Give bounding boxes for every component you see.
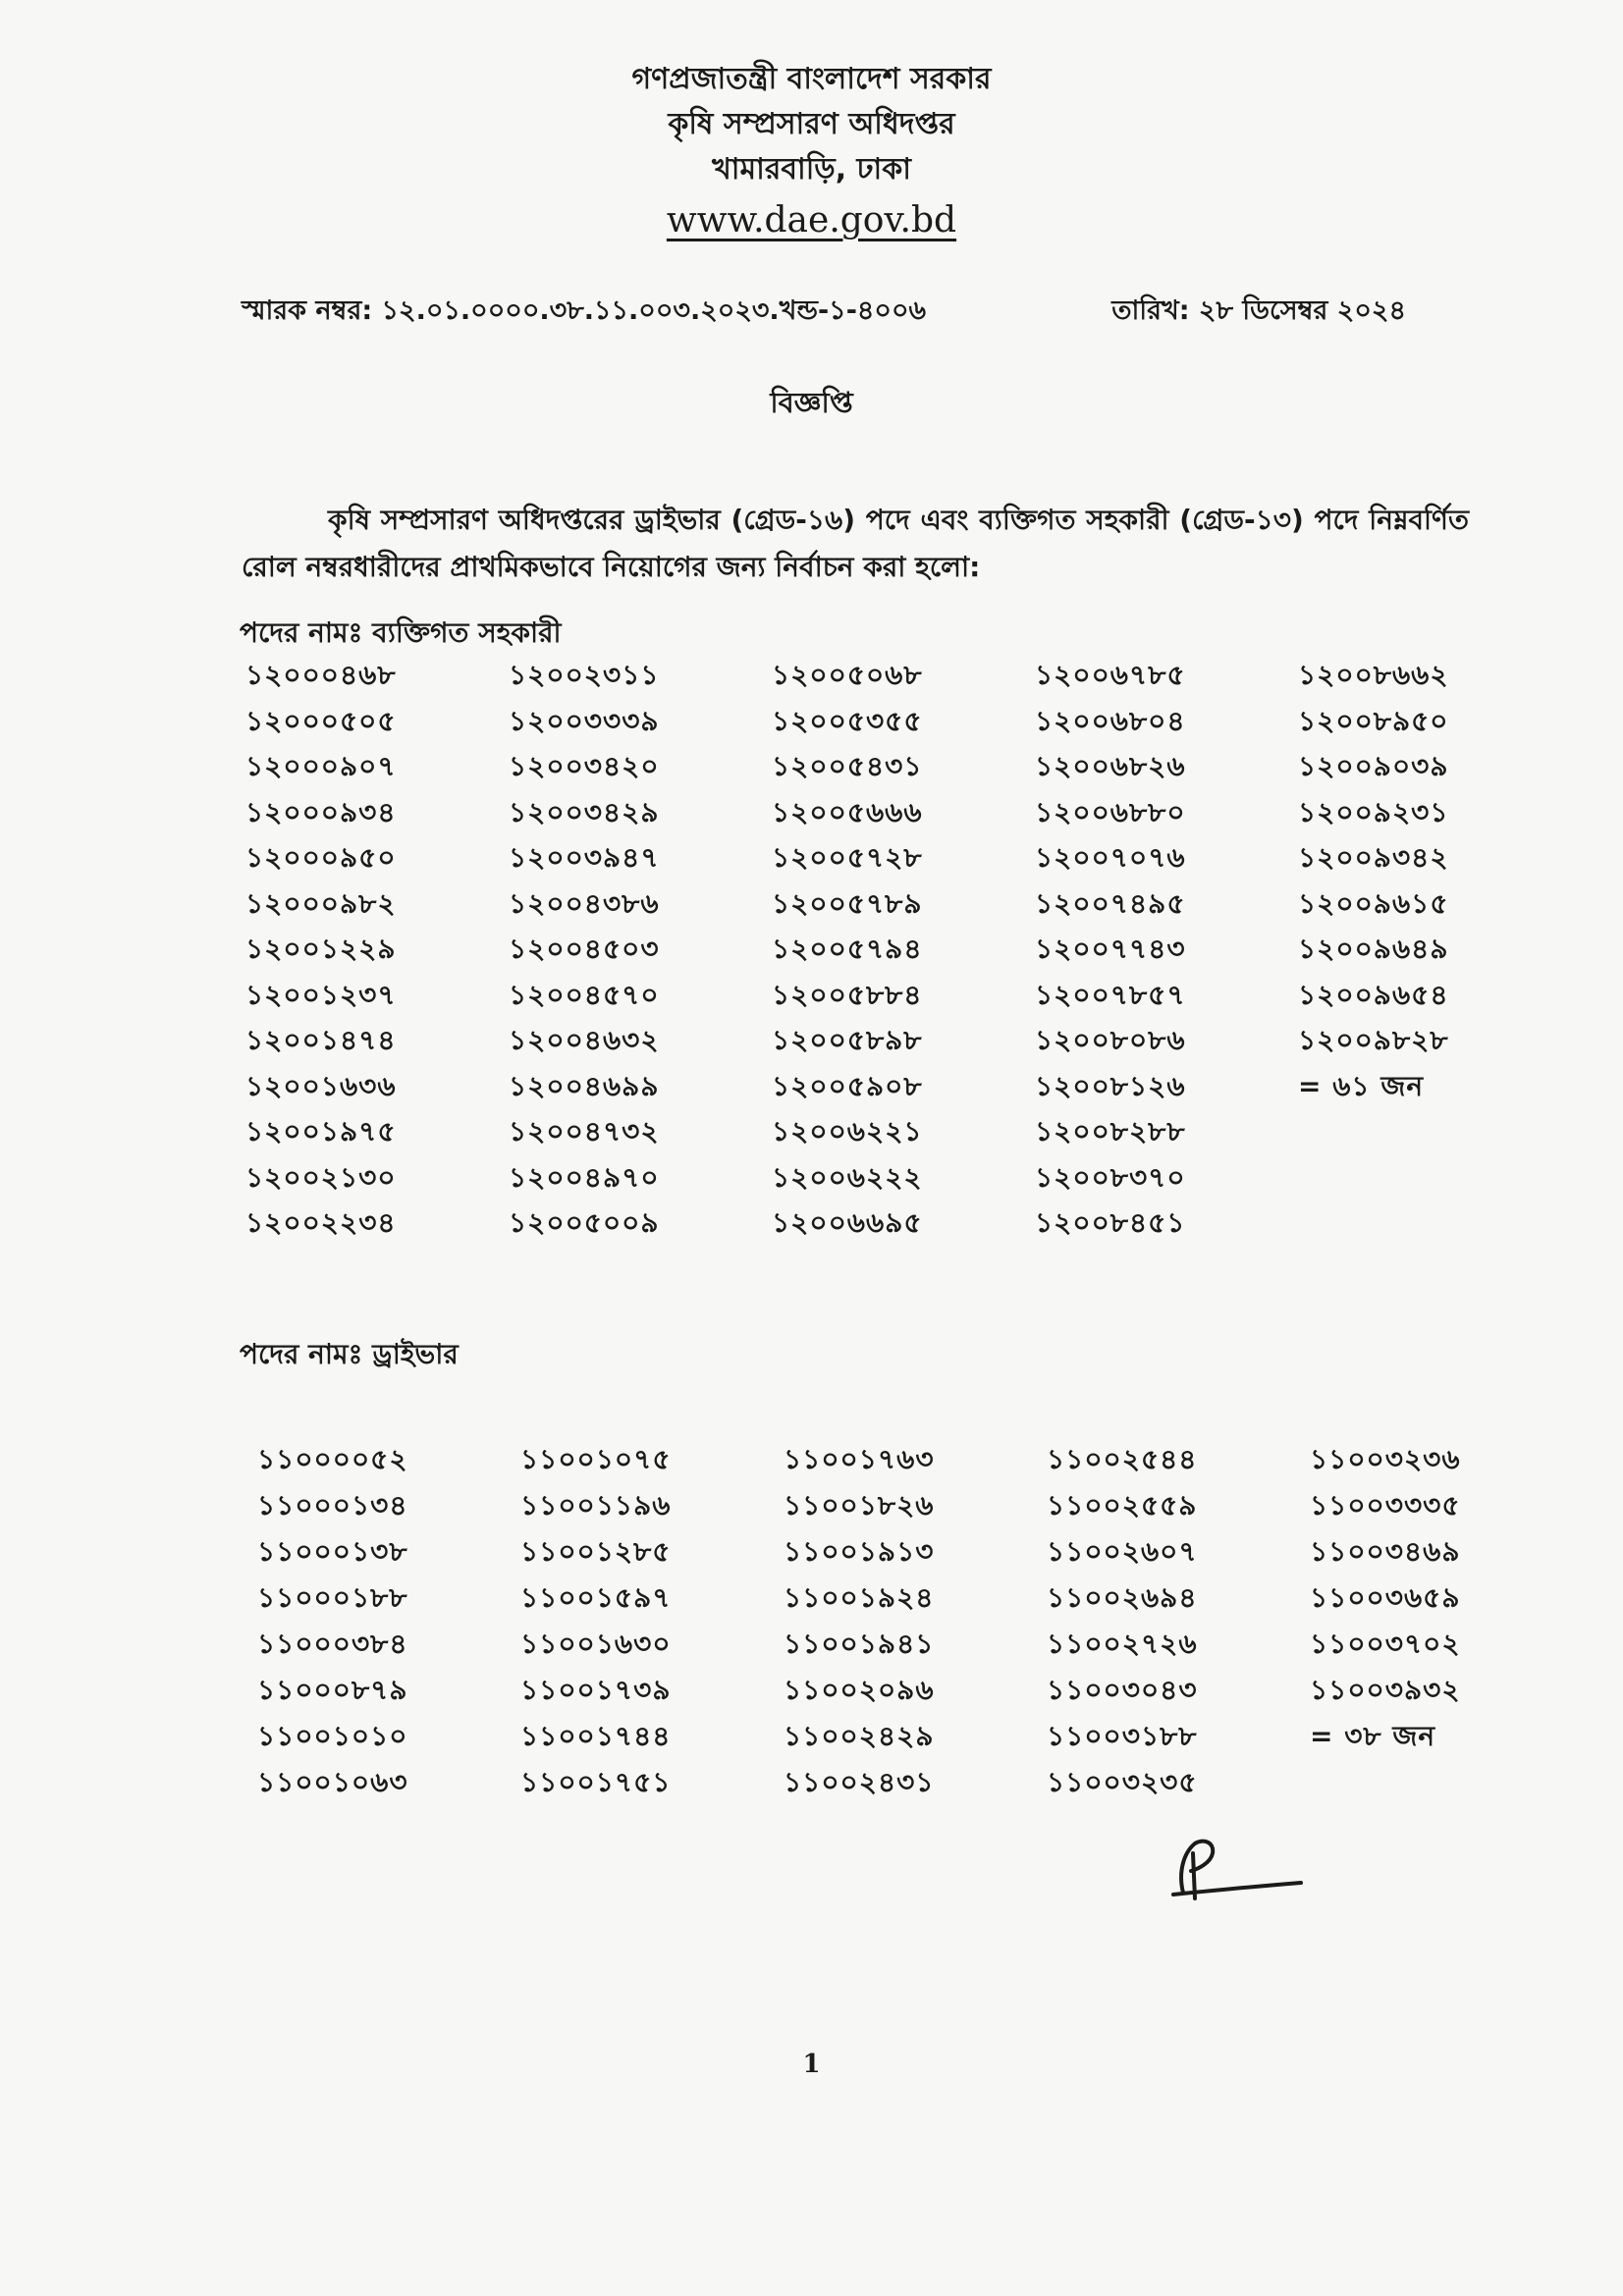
roll-number: ১২০০৪৫৭০ [509, 978, 660, 1011]
roll-number: ১১০০১৮২৬ [784, 1489, 935, 1522]
roll-number: ১১০০১৭৬৩ [784, 1443, 935, 1475]
memo-date: তারিখ: ২৮ ডিসেম্বর ২০২৪ [1111, 295, 1406, 326]
roll-number: ১২০০৩৪২০ [509, 750, 660, 782]
roll-number: ১২০০৬৭৮৫ [1035, 659, 1186, 691]
roll-number: ১১০০০৩৮৪ [257, 1628, 408, 1660]
roll-number: ১২০০০৫০৫ [245, 704, 397, 737]
roll-number: ১১০০৩২৩৫ [1047, 1766, 1198, 1798]
roll-number: ১১০০০৮৭৯ [257, 1674, 408, 1706]
roll-column [245, 653, 509, 1247]
roll-number: ১১০০৩৭০২ [1310, 1628, 1461, 1660]
roll-number: ১১০০১৯৪১ [784, 1628, 935, 1660]
roll-number: ১১০০৩৩৩৫ [1310, 1489, 1461, 1522]
total-count: = ৩৮ জন [1310, 1720, 1436, 1752]
roll-column [509, 653, 772, 1247]
roll-number: ১২০০৫৪৩১ [772, 750, 923, 782]
roll-number: ১১০০১৬৩০ [520, 1628, 672, 1660]
roll-number: ১১০০২৬০৭ [1047, 1535, 1198, 1568]
roll-number: ১১০০২৪৩১ [784, 1766, 935, 1798]
roll-number: ১২০০৮২৮৮ [1035, 1115, 1186, 1148]
roll-number: ১২০০৯৮২৮ [1298, 1024, 1449, 1056]
roll-number: ১১০০২০৯৬ [784, 1674, 935, 1706]
roll-number: ১১০০৩৪৬৯ [1310, 1535, 1461, 1568]
signature-mark [1154, 1834, 1311, 1912]
roll-number: ১২০০৬৮৮০ [1035, 795, 1186, 828]
roll-number: ১১০০২৬৯৪ [1047, 1581, 1198, 1614]
roll-number: ১২০০৭৮৫৭ [1035, 978, 1186, 1011]
roll-number: ১১০০৩২৩৬ [1310, 1443, 1461, 1475]
roll-number: ১১০০১১৯৬ [520, 1489, 672, 1522]
roll-number: ১১০০৩০৪৩ [1047, 1674, 1198, 1706]
roll-number: ১২০০৯৬৪৯ [1298, 933, 1449, 965]
roll-number: ১১০০০০৫২ [257, 1443, 408, 1475]
roll-number: ১২০০৫৩৫৫ [772, 704, 923, 737]
roll-number: ১২০০০৯৫০ [245, 841, 397, 874]
roll-number: ১২০০১৪৭৪ [245, 1024, 397, 1056]
roll-number: ১২০০৪৯৭০ [509, 1160, 660, 1194]
roll-number: ১২০০৫৮৯৮ [772, 1024, 923, 1056]
memo-number: স্মারক নম্বর: ১২.০১.০০০০.৩৮.১১.০০৩.২০২৩.খন্ড-১-৪০০৬ [242, 295, 927, 326]
roll-number: ১২০০২২৩৪ [245, 1206, 397, 1239]
roll-number: ১২০০৬৮০৪ [1035, 704, 1186, 737]
website-link[interactable]: www.dae.gov.bd [666, 200, 957, 240]
roll-number: ১১০০০১৮৮ [257, 1581, 408, 1614]
roll-number: ১২০০৪৩৮৬ [509, 886, 660, 920]
roll-number: ১২০০৮৬৬২ [1298, 659, 1449, 691]
page-number: 1 [802, 2050, 821, 2079]
roll-number: ১২০০৮০৮৬ [1035, 1024, 1186, 1056]
roll-number: ১২০০৫৯০৮ [772, 1069, 923, 1102]
roll-number: ১২০০৯০৩৯ [1298, 750, 1449, 782]
roll-number: ১২০০৪৬৩২ [509, 1024, 660, 1056]
roll-number: ১২০০২৩১১ [509, 659, 660, 691]
roll-number: ১২০০৬৮২৬ [1035, 750, 1186, 782]
roll-number: ১২০০০৯৩৪ [245, 795, 397, 828]
roll-number: ১২০০৬২২২ [772, 1160, 923, 1194]
roll-number: ১২০০৪৭৩২ [509, 1115, 660, 1148]
roll-number: ১১০০০১৩৮ [257, 1535, 408, 1568]
roll-number: ১১০০১৯১৩ [784, 1535, 935, 1568]
office-location: খামারবাড়ি, ঢাকা [712, 152, 911, 187]
roll-number: ১১০০০১৩৪ [257, 1489, 408, 1522]
roll-number: ১১০০১৭৫১ [520, 1766, 672, 1798]
roll-number: ১২০০৩৯৪৭ [509, 841, 660, 874]
roll-column [1047, 1436, 1310, 1805]
roll-number: ১২০০৭৭৪৩ [1035, 933, 1186, 965]
roll-number: ১১০০১০৭৫ [520, 1443, 672, 1475]
roll-number: ১১০০২৪২৯ [784, 1720, 935, 1752]
roll-number: ১২০০৫৬৬৬ [772, 795, 923, 828]
roll-column [257, 1436, 520, 1805]
government-name: গণপ্রজাতন্ত্রী বাংলাদেশ সরকার [631, 62, 992, 96]
roll-number: ১১০০১৫৯৭ [520, 1581, 672, 1614]
notice-title: বিজ্ঞপ্তি [770, 386, 853, 419]
roll-number: ১২০০০৪৬৮ [245, 659, 397, 691]
roll-column [1035, 653, 1298, 1247]
personal-assistant-heading: পদের নামঃ ব্যক্তিগত সহকারী [240, 616, 562, 649]
roll-number: ১১০০২৫৫৯ [1047, 1489, 1198, 1522]
roll-number: ১২০০২১৩০ [245, 1160, 397, 1194]
roll-column [1310, 1436, 1573, 1805]
roll-number: ১২০০১২২৯ [245, 933, 397, 965]
roll-number: ১২০০৯৩৪২ [1298, 841, 1449, 874]
roll-number: ১২০০৮৪৫১ [1035, 1206, 1186, 1239]
roll-number: ১২০০৬৬৯৫ [772, 1206, 923, 1239]
roll-column [520, 1436, 784, 1805]
roll-number: ১১০০১০১০ [257, 1720, 408, 1752]
total-count: = ৬১ জন [1298, 1069, 1425, 1102]
roll-number: ১১০০১৭৪৪ [520, 1720, 672, 1752]
roll-number: ১২০০০৯৮২ [245, 886, 397, 920]
driver-roll-list [257, 1436, 1573, 1805]
roll-number: ১২০০৭০৭৬ [1035, 841, 1186, 874]
roll-number: ১২০০১২৩৭ [245, 978, 397, 1011]
roll-number: ১২০০৫৭৯৪ [772, 933, 923, 965]
roll-column [772, 653, 1035, 1247]
roll-column [784, 1436, 1047, 1805]
notice-intro: কৃষি সম্প্রসারণ অধিদপ্তরের ড্রাইভার (গ্রেড-১৬) পদে এবং ব্যক্তিগত সহকারী (গ্রেড-১৩) পদে নিম্নবর্ণিত রোল নম্বরধারীদের প্রাথমিকভাবে নিয়োগের জন্য নির্বাচন করা হলো: [242, 504, 1469, 583]
roll-number: ১১০০১২৮৫ [520, 1535, 672, 1568]
roll-number: ১২০০৫৭৮৯ [772, 886, 923, 920]
roll-number: ১২০০৮১২৬ [1035, 1069, 1186, 1102]
roll-number: ১২০০৫৭২৮ [772, 841, 923, 874]
roll-number: ১২০০৯৬১৫ [1298, 886, 1449, 920]
roll-number: ১২০০৪৬৯৯ [509, 1069, 660, 1102]
roll-number: ১২০০৮৯৫০ [1298, 704, 1449, 737]
roll-number: ১১০০৩৬৫৯ [1310, 1581, 1461, 1614]
roll-number: ১২০০৩৪২৯ [509, 795, 660, 828]
personal-assistant-roll-list [245, 653, 1561, 1247]
roll-number: ১২০০৫৮৮৪ [772, 978, 923, 1011]
roll-number: ১১০০২৭২৬ [1047, 1628, 1198, 1660]
roll-number: ১২০০৮৩৭০ [1035, 1160, 1186, 1194]
driver-heading: পদের নামঃ ড্রাইভার [240, 1338, 459, 1370]
roll-column [1298, 653, 1561, 1247]
roll-number: ১২০০১৬৩৬ [245, 1069, 397, 1102]
roll-number: ১২০০৯২৩১ [1298, 795, 1449, 828]
roll-number: ১২০০৭৪৯৫ [1035, 886, 1186, 920]
roll-number: ১১০০১৭৩৯ [520, 1674, 672, 1706]
roll-number: ১১০০১০৬৩ [257, 1766, 408, 1798]
letterhead [0, 57, 1623, 249]
roll-number: ১২০০৫০৬৮ [772, 659, 923, 691]
roll-number: ১২০০৪৫০৩ [509, 933, 660, 965]
memo-line [242, 291, 1406, 335]
roll-number: ১১০০৩৯৩২ [1310, 1674, 1461, 1706]
roll-number: ১১০০২৫৪৪ [1047, 1443, 1198, 1475]
roll-number: ১১০০৩১৮৮ [1047, 1720, 1198, 1752]
roll-number: ১২০০৩৩৩৯ [509, 704, 660, 737]
roll-number: ১২০০৯৬৫৪ [1298, 978, 1449, 1011]
roll-number: ১২০০৬২২১ [772, 1115, 923, 1148]
roll-number: ১২০০১৯৭৫ [245, 1115, 397, 1148]
roll-number: ১২০০০৯০৭ [245, 750, 397, 782]
department-name: কৃষি সম্প্রসারণ অধিদপ্তর [668, 107, 955, 141]
roll-number: ১২০০৫০০৯ [509, 1206, 660, 1239]
roll-number: ১১০০১৯২৪ [784, 1581, 935, 1614]
